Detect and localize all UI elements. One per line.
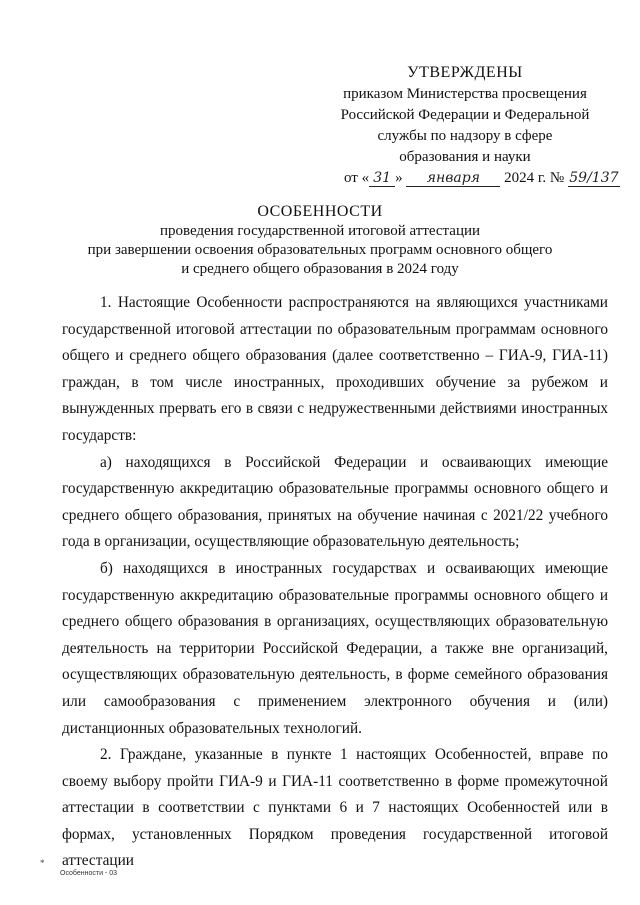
document-title: ОСОБЕННОСТИ [257, 203, 383, 220]
footer-label: Особенности - 03 [60, 870, 117, 877]
document-title-block [40, 202, 600, 279]
paragraph-1b: б) находящихся в иностранных государствах и осваивающих имеющие государственную аккредитацию образовательные программы основного общего и среднего общего образования в организациях, осуществляющих образовательную деятельность на территории Российской Федерации, а также вне организаций, осуществляющих образовательную деятельность, в форме семейного образования или самообразования с применением электронного обучения и (или) дистанционных образовательных технологий. [62, 559, 608, 737]
approval-line: образования и науки [399, 149, 531, 165]
handwritten-order-number: 59/137 [569, 170, 619, 186]
date-prefix: от « [344, 170, 370, 186]
year-text: 2024 г. № [504, 170, 565, 186]
approval-line: приказом Министерства просвещения [343, 86, 587, 102]
approval-line: Российской Федерации и Федеральной [340, 107, 590, 123]
date-mid: » [395, 170, 403, 186]
margin-mark: * [40, 858, 45, 868]
document-body [62, 290, 608, 875]
order-date-line [344, 168, 619, 189]
title-line: проведения государственной итоговой аттестации [159, 223, 481, 239]
approval-line: службы по надзору в сфере [377, 128, 553, 144]
handwritten-day: 31 [369, 170, 395, 187]
title-line: и среднего общего образования в 2024 году [181, 261, 459, 277]
handwritten-month: января [406, 170, 500, 187]
paragraph-2: 2. Граждане, указанные в пункте 1 настоящих Особенностей, вправе по своему выбору пройти ГИА-9 и ГИА-11 соответственно в форме промежуточной аттестации в соответствии с пунктами 6 и 7 настоящих Особенностей или в формах, установленных Порядком проведения государственной итоговой аттестации [62, 746, 608, 870]
approval-heading: УТВЕРЖДЕНЫ [407, 64, 523, 81]
title-line: при завершении освоения образовательных программ основного общего [87, 242, 553, 258]
paragraph-1a: а) находящихся в Российской Федерации и осваивающих имеющие государственную аккредитацию образовательные программы основного общего и среднего общего образования, принятых на обучение начиная с 2021/22 учебного года в организации, осуществляющие образовательную деятельность; [62, 453, 608, 551]
paragraph-1: 1. Настоящие Особенности распространяются на являющихся участниками государственной итоговой аттестации по образовательным программам основного общего и среднего общего образования (далее соответственно – ГИА-9, ГИА-11) граждан, в том числе иностранных, проходивших обучение за рубежом и вынужденных прервать его в связи с недружественными действиями иностранных государств: [62, 294, 608, 444]
approval-block [330, 62, 619, 189]
